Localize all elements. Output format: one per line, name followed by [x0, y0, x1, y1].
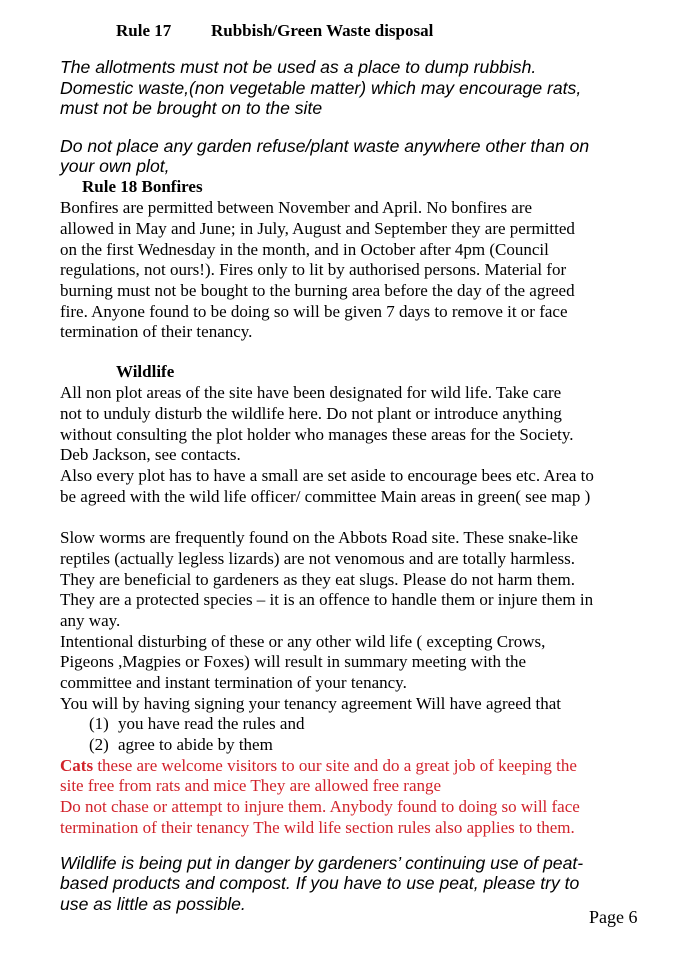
wildlife-para2-line: You will by having signing your tenancy agreement Will have agreed that	[60, 694, 562, 713]
wildlife-para1-line: without consulting the plot holder who manages these areas for the Society.	[60, 425, 574, 444]
wildlife-para1-line: not to unduly disturb the wildlife here. Do not plant or introduce anything	[60, 404, 562, 423]
rule-18-line: burning must not be bought to the burning area before the day of the agreed	[60, 281, 575, 300]
rule-18-line: regulations, not ours!). Fires only to lit by authorised persons. Material for	[60, 260, 567, 279]
peat-line: based products and compost. If you have to use peat, please try to	[60, 873, 580, 893]
cats-line: site free from rats and mice They are allowed free range	[60, 776, 442, 795]
wildlife-heading: Wildlife	[116, 362, 175, 381]
wildlife-para2-line: Intentional disturbing of these or any other wild life ( excepting Crows,	[60, 632, 546, 651]
wildlife-para2-line: Slow worms are frequently found on the Abbots Road site. These snake-like	[60, 528, 579, 547]
cats-line: Do not chase or attempt to injure them. Anybody found to doing so will face	[60, 797, 580, 816]
wildlife-para2-line: They are beneficial to gardeners as they eat slugs. Please do not harm them.	[60, 570, 576, 589]
list-item-text: you have read the rules and	[118, 714, 305, 733]
wildlife-para1-line: Also every plot has to have a small are set aside to encourage bees etc. Area to	[60, 466, 594, 485]
rule-18-line: fire. Anyone found to be doing so will be given 7 days to remove it or face	[60, 302, 568, 321]
cats-first-line	[60, 756, 577, 777]
rule-17-title: Rubbish/Green Waste disposal	[211, 21, 434, 40]
list-marker: (2)	[89, 735, 109, 754]
cats-line: termination of their tenancy The wild life section rules also applies to them.	[60, 818, 575, 837]
list-item-text: agree to abide by them	[118, 735, 273, 754]
page-number: Page 6	[589, 907, 638, 927]
rule-17-para1-line: Domestic waste,(non vegetable matter) which may encourage rats,	[60, 78, 582, 98]
rule-18-heading: Rule 18 Bonfires	[82, 177, 203, 196]
rule-18-line: on the first Wednesday in the month, and in October after 4pm (Council	[60, 240, 549, 259]
rule-18-line: Bonfires are permitted between November and April. No bonfires are	[60, 198, 533, 217]
rule-17-para1-line: The allotments must not be used as a place to dump rubbish.	[60, 57, 537, 77]
wildlife-para1-line: be agreed with the wild life officer/ committee Main areas in green( see map )	[60, 487, 591, 506]
peat-line: use as little as possible.	[60, 894, 246, 914]
cats-label: Cats	[60, 756, 94, 775]
rule-18-line: termination of their tenancy.	[60, 322, 253, 341]
wildlife-para1-line: Deb Jackson, see contacts.	[60, 445, 241, 464]
rule-17-para1-line: must not be brought on to the site	[60, 98, 323, 118]
rule-17-para2-line: Do not place any garden refuse/plant waste anywhere other than on	[60, 136, 590, 156]
rule-17-para2-line: your own plot,	[60, 156, 170, 176]
rule-18-line: allowed in May and June; in July, August and September they are permitted	[60, 219, 575, 238]
cats-first-line-text: these are welcome visitors to our site and do a great job of keeping the	[93, 756, 577, 775]
wildlife-para2-line: They are a protected species – it is an offence to handle them or injure them in	[60, 590, 594, 609]
list-marker: (1)	[89, 714, 109, 733]
rule-17-number: Rule 17	[116, 21, 172, 40]
wildlife-para1-line: All non plot areas of the site have been designated for wild life. Take care	[60, 383, 562, 402]
wildlife-para2-line: reptiles (actually legless lizards) are not venomous and are totally harmless.	[60, 549, 576, 568]
wildlife-para2-line: any way.	[60, 611, 121, 630]
peat-line: Wildlife is being put in danger by gardeners’ continuing use of peat-	[60, 853, 584, 873]
wildlife-para2-line: committee and instant termination of your tenancy.	[60, 673, 407, 692]
wildlife-para2-line: Pigeons ,Magpies or Foxes) will result in summary meeting with the	[60, 652, 527, 671]
